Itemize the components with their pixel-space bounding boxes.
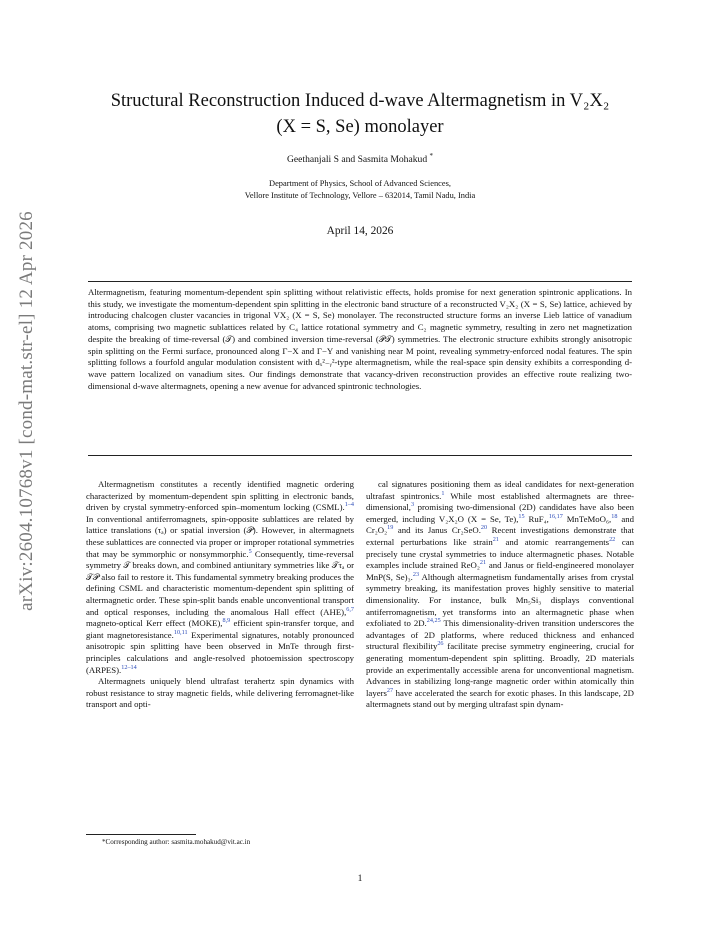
citation-ref[interactable]: 6,7 (346, 605, 354, 613)
citation-ref[interactable]: 22 (609, 536, 616, 544)
citation-ref[interactable]: 1–4 (344, 501, 354, 509)
text-run: can precisely tune crystal symmetries to induce altermagnetic phases. Notable examples include strained ReO₂ (366, 536, 634, 571)
citation-ref[interactable]: 5 (248, 547, 252, 555)
citation-ref[interactable]: 27 (386, 686, 394, 694)
citation-ref[interactable]: 16,17 (548, 512, 563, 520)
citation-ref[interactable]: 12–14 (121, 663, 137, 671)
affiliation-line-2: Vellore Institute of Technology, Vellore – 632014, Tamil Nadu, India (244, 191, 476, 200)
text-run: cal signatures positioning them as ideal candidates for next-generation ultrafast spintronics. (366, 479, 634, 501)
text-run: have accelerated the search for exotic phases. In this landscape, 2D altermagnets stand out by merging ultrafast spin dynam- (366, 687, 634, 710)
text-run: and its Janus Cr₂SeO. (393, 525, 481, 536)
abstract-bottom-rule (88, 455, 632, 456)
text-run: Altermagnetism constitutes a recently identified magnetic ordering characterized by momentum-dependent spin splitting in electronic bands, driven by crystal symmetry-enforced spin–momentum locking (CSML). (86, 479, 354, 513)
page-number: 1 (357, 873, 363, 884)
title-line-1: Structural Reconstruction Induced d-wave Altermagnetism in V₂X₂ (110, 91, 610, 111)
paper-title (70, 88, 650, 140)
citation-ref[interactable]: 20 (480, 524, 488, 532)
text-run: MnTeMoO₆, (562, 513, 612, 524)
title-line-2: (X = S, Se) monolayer (276, 117, 444, 137)
citation-ref[interactable]: 8,9 (222, 617, 231, 625)
text-run: While most established altermagnets are three-dimensional, (366, 490, 635, 513)
left-column (86, 479, 354, 711)
citation-ref[interactable]: 21 (492, 536, 499, 544)
citation-ref[interactable]: 26 (437, 640, 444, 648)
authors (70, 152, 650, 165)
publication-date: April 14, 2026 (326, 225, 394, 237)
text-run: Experimental signatures, notably pronounced anisotropic spin splitting have been observed in MnTe through first-principles calculations and angle-resolved photoemission spectroscopy (ARPES). (86, 629, 354, 675)
citation-ref[interactable]: 3 (410, 501, 415, 509)
text-run: RuF₄, (524, 513, 549, 524)
text-run: In conventional antiferromagnets, spin-opposite sublattices are related by lattice translations (τₐ) or spatial inversion (𝒫). However, in altermagnets these sublattices are connected via proper or improper rotational symmetries that may be symmorphic or nonsymmorphic. (86, 513, 354, 559)
text-run: Altermagnets uniquely blend ultrafast terahertz spin dynamics with robust resistance to stray magnetic fields, while delivering ferromagnet-like transport and opti- (86, 676, 354, 710)
citation-ref[interactable]: 24,25 (426, 617, 441, 625)
author-footnote-mark: * (429, 152, 434, 160)
text-run: Consequently, time-reversal symmetry 𝒯 breaks down, and combined antiunitary symmetries like 𝒯τₐ or 𝒯𝒫 also fail to restore it. This fundamental symmetry breaking produces the defining CSML and characteristic momentum-dependent spin splitting of altermagnetic order. These spin-split bands enable unconventional transport and optical responses, including the anomalous Hall effect (AHE), (86, 548, 354, 617)
right-column (366, 479, 634, 711)
citation-ref[interactable]: 21 (479, 559, 487, 567)
citation-ref[interactable]: 1 (441, 489, 445, 497)
text-run: promising two-dimensional (2D) candidates have also been emerged, including V₂X₂O (X = Se, Te), (366, 502, 634, 524)
text-run: facilitate precise symmetry engineering, crucial for generating momentum-dependent spin splitting. Broadly, 2D materials provide an experimentally accessible arena for unconventional magnetism. Advances in stabilizing long-range magnetic order within atomically thin layers (366, 641, 634, 698)
text-run: Although altermagnetism fundamentally arises from crystal symmetry breaking, its manifestation proves highly sensitive to material dimensionality. For instance, bulk Mn₅Si₃ displays conventional antiferromagnetism, yet transforms into an altermagnetic phase when exfoliated to 2D. (366, 571, 634, 629)
text-run: Recent investigations demonstrate that external perturbations like strain (366, 525, 634, 547)
abstract (88, 287, 632, 392)
arxiv-id-text: arXiv:2604.10768v1 [cond-mat.str-el] 12 Apr 2026 (16, 211, 38, 611)
citation-ref[interactable]: 15 (518, 512, 525, 520)
abstract-top-rule (88, 281, 632, 282)
author-names: Geethanjali S and Sasmita Mohakud (286, 154, 428, 166)
text-run: magneto-optical Kerr effect (MOKE), (86, 618, 223, 629)
affiliation-line-1: Department of Physics, School of Advanced Sciences, (269, 179, 451, 188)
text-run: and Cr₂O₂ (366, 513, 634, 536)
paragraph (86, 676, 354, 711)
text-run: This dimensionality-driven transition underscores the advantages of 2D platforms, where reduced thickness and enhanced structural flexibility (366, 618, 634, 652)
abstract-text: Altermagnetism, featuring momentum-dependent spin splitting without relativistic effects, holds promise for next generation spintronic applications. In this study, we investigate the momentum-dependent spin splitting in the electronic band structure of a reconstructed V₂X₂ (X = S, Se) lattice, achieved by introducing chalcogen cluster vacancies in trigonal VX₂ (X = S, Se) monolayer. The reconstructed structure forms an inverse Lieb lattice of vanadium atoms, comprising two magnetic sublattices related by C₄ lattice rotational symmetry and C₂ magnetic symmetry, resulting in zero net magnetization despite the breaking of time-reversal (𝒯) and combined inversion time-reversal (𝒫𝒯) symmetries. The electronic structure exhibits strongly anisotropic spin splitting on the Fermi surface, pronounced along Γ−X and Γ−Y and vanishing near M point, revealing symmetry-enforced nodal features. The spin splitting follows a fourfold angular modulation consistent with dₓ²₋ᵧ²-type altermagnetism, while the real-space spin density exhibits a corresponding d-wave pattern localized on vanadium sites. Our findings demonstrate that vacancy-driven reconstruction provides an effective route realizing two-dimensional d-wave altermagnets, opening a new avenue for advanced spintronic technologies. (88, 287, 632, 391)
arxiv-identifier (10, 176, 44, 646)
affiliation (70, 178, 650, 202)
citation-ref[interactable]: 18 (611, 512, 618, 520)
footnote-rule (86, 834, 196, 835)
text-run: and atomic rearrangements (498, 536, 610, 547)
paragraph (366, 479, 634, 711)
text-run: and Janus or field-engineered monolayer MnP(S, Se)₃. (366, 560, 634, 582)
citation-ref[interactable]: 23 (412, 570, 420, 578)
citation-ref[interactable]: 10,11 (173, 628, 188, 636)
citation-ref[interactable]: 19 (387, 524, 394, 532)
corresponding-author-footnote: *Corresponding author: sasmita.mohakud@vit.ac.in (102, 838, 251, 846)
paragraph (86, 479, 354, 676)
text-run: efficient spin-transfer torque, and giant magnetoresistance. (86, 618, 354, 640)
